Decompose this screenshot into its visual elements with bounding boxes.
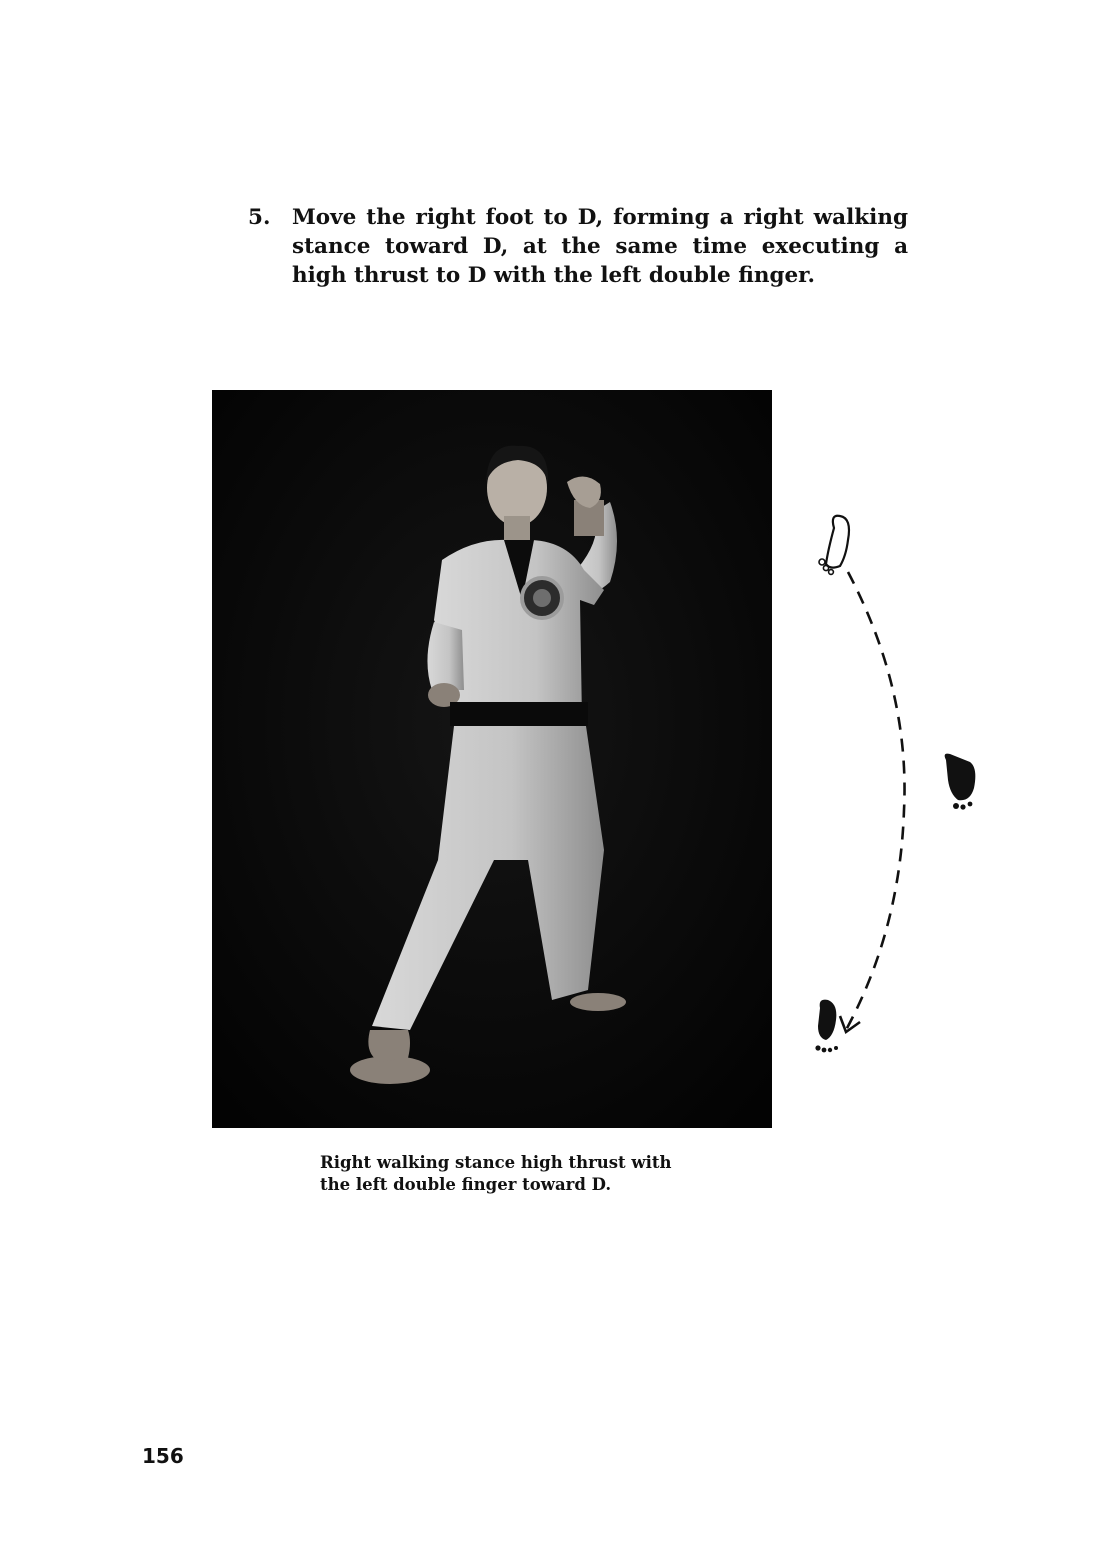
footwork-diagram <box>800 510 1000 1070</box>
footprint-solid-icon <box>945 754 976 810</box>
karate-figure-illustration <box>212 390 772 1128</box>
footprint-outline-icon <box>819 516 849 575</box>
footprint-solid-icon <box>815 1000 838 1053</box>
figure-caption <box>320 1152 700 1196</box>
instruction-step <box>248 203 908 290</box>
caption-line-1: Right walking stance high thrust with <box>320 1153 672 1172</box>
step-number: 5. <box>248 205 271 230</box>
caption-line-2: the left double finger toward D. <box>320 1175 612 1194</box>
step-text: Move the right foot to D, forming a right walking stance toward D, at the same time executing a high thrust to D with the left double finger. <box>292 205 908 288</box>
page-number: 156 <box>142 1444 184 1468</box>
karate-photo <box>212 390 772 1128</box>
dashed-path-arrow <box>846 572 905 1030</box>
